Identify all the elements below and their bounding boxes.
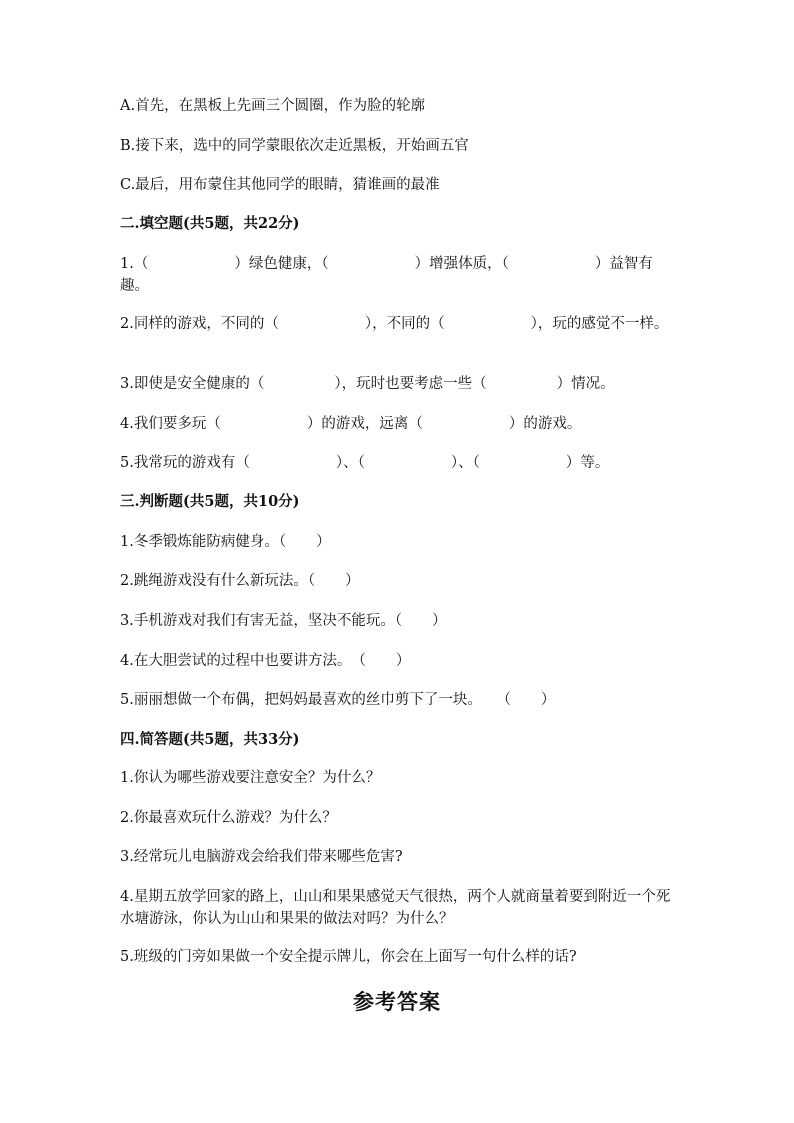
short-question-2: 2.你最喜欢玩什么游戏？为什么？ (120, 810, 337, 826)
fill-question-5: 5.我常玩的游戏有（ ）、（ ）、（ ）等。 (120, 455, 610, 471)
judge-question-1: 1.冬季锻炼能防病健身。（ ） (120, 534, 331, 550)
fill-question-3: 3.即使是安全健康的（ ），玩时也要考虑一些（ ）情况。 (120, 376, 615, 392)
fill-question-2: 2.同样的游戏，不同的（ ），不同的（ ），玩的感觉不一样。 (120, 316, 669, 332)
judge-question-3: 3.手机游戏对我们有害无益，坚决不能玩。（ ） (120, 613, 447, 629)
judge-question-4: 4.在大胆尝试的过程中也要讲方法。 （ ） (120, 653, 411, 669)
short-question-3: 3.经常玩儿电脑游戏会给我们带来哪些危害? (120, 849, 403, 865)
short-question-4: 4.星期五放学回家的路上，山山和果果感觉天气很热，两个人就商量着要到附近一个死水塘游泳，你认为山山和果果的做法对吗？为什么？ (120, 889, 671, 927)
fill-question-1: 1.（ ）绿色健康，（ ）增强体质，（ ）益智有趣。 (120, 256, 653, 294)
fill-question-4: 4.我们要多玩（ ）的游戏，远离（ ）的游戏。 (120, 416, 582, 432)
option-c: C.最后，用布蒙住其他同学的眼睛，猜谁画的最准 (120, 177, 440, 193)
section-heading-true-false: 三.判断题(共5题，共10分) (120, 493, 300, 510)
option-b: B.接下来，选中的同学蒙眼依次走近黑板，开始画五官 (120, 138, 469, 154)
judge-question-5: 5.丽丽想做一个布偶，把妈妈最喜欢的丝巾剪下了一块。 （ ） (120, 692, 556, 708)
short-question-1: 1.你认为哪些游戏要注意安全？为什么？ (120, 770, 381, 786)
short-question-5: 5.班级的门旁如果做一个安全提示牌儿，你会在上面写一句什么样的话? (120, 949, 577, 965)
section-heading-fill-in: 二.填空题(共5题，共22分) (120, 215, 300, 232)
option-a: A.首先，在黑板上先画三个圆圈，作为脸的轮廓 (120, 98, 426, 114)
answer-key-title: 参考答案 (353, 989, 441, 1014)
section-heading-short-answer: 四.简答题(共5题，共33分) (120, 731, 300, 748)
judge-question-2: 2.跳绳游戏没有什么新玩法。（ ） (120, 573, 360, 589)
